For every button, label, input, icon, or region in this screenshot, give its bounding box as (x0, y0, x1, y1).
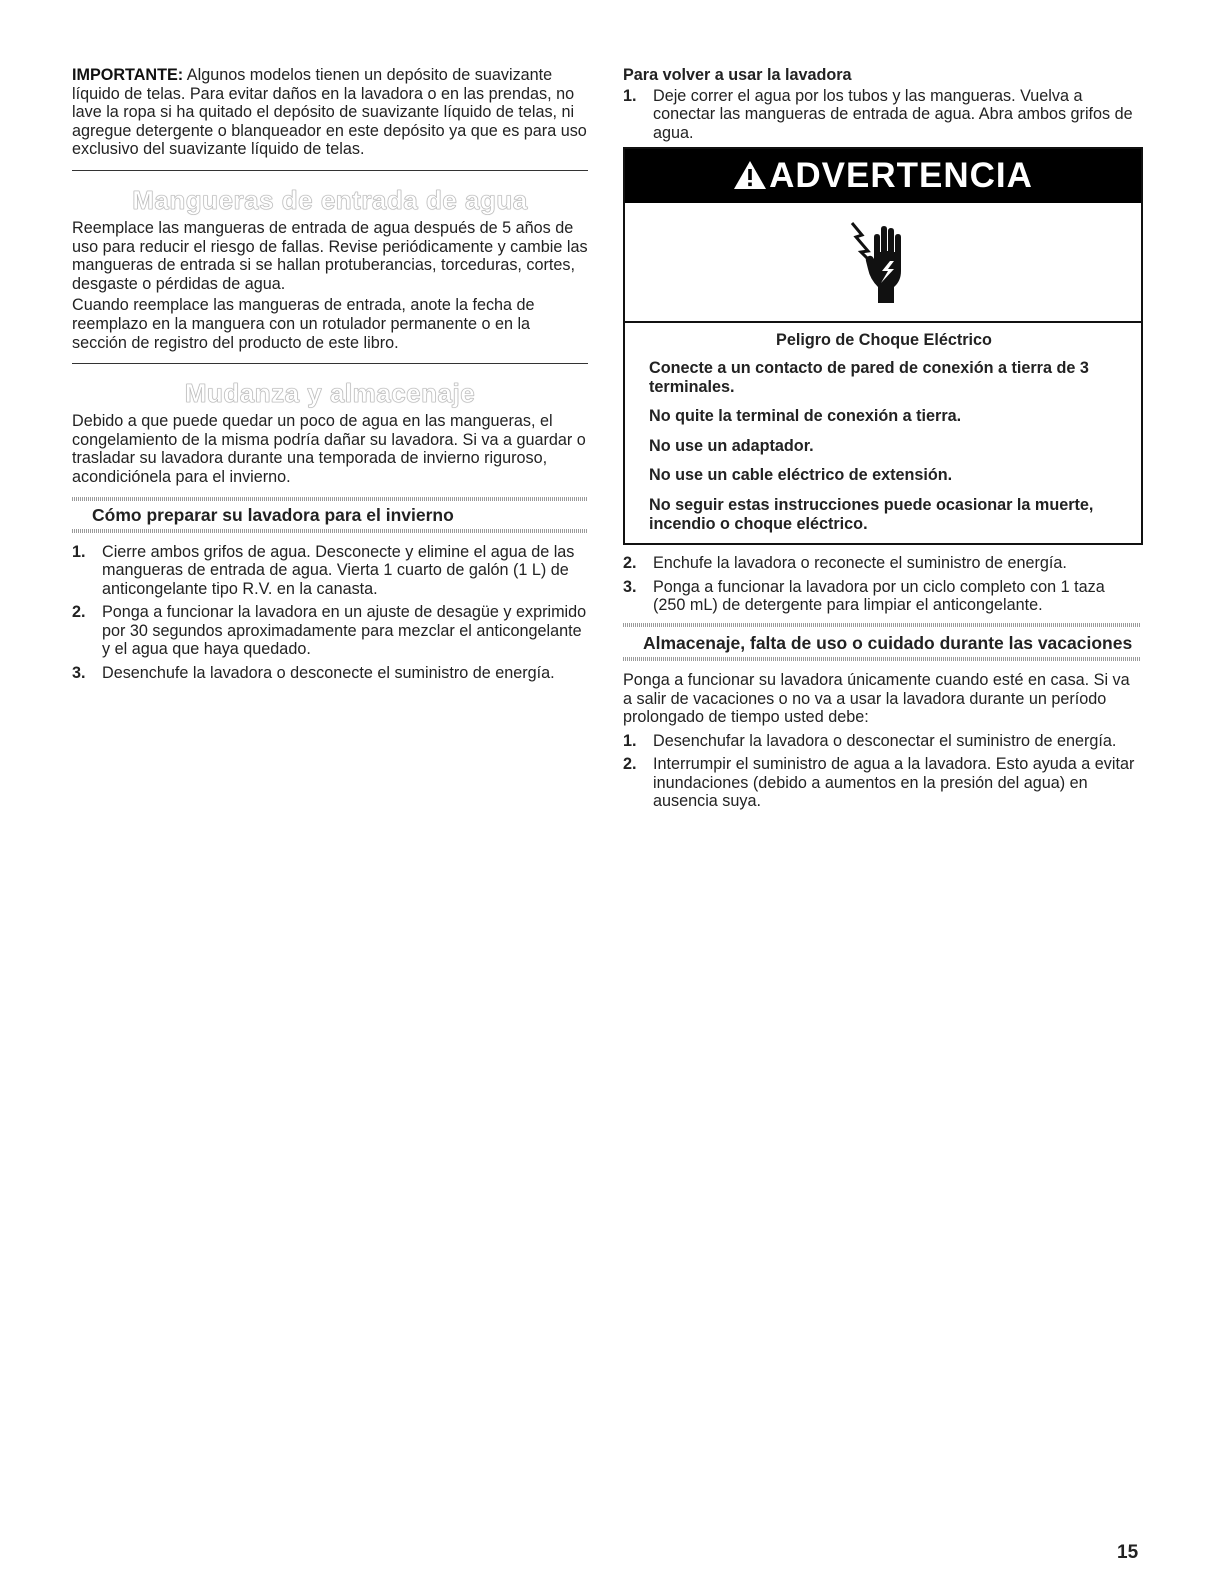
step-number: 1. (72, 542, 86, 561)
moving-paragraph: Debido a que puede quedar un poco de agua en las mangueras, el congelamiento de la misma podría dañar su lavadora. Si va a guardar o trasladar su lavadora durante una temporada de invierno riguroso, acondiciónela para el invierno. (72, 412, 586, 486)
step-text: Enchufe la lavadora o reconecte el suministro de energía. (653, 554, 1067, 573)
moving-section-title: Mudanza y almacenaje (184, 378, 476, 409)
list-item (623, 732, 1141, 751)
winterize-subheading: Cómo preparar su lavadora para el invierno (92, 504, 454, 525)
hazard-title: Peligro de Choque Eléctrico (776, 331, 992, 350)
list-item (623, 755, 1141, 811)
storage-subheading: Almacenaje, falta de uso o cuidado durante las vacaciones (643, 632, 1133, 653)
dotted-divider (72, 529, 588, 533)
hoses-paragraph-1: Reemplace las mangueras de entrada de agua después de 5 años de uso para reducir el riesgo de fallas. Revise periódicamente y cambie las mangueras de entrada si se hallan protuberancias, torceduras, cortes, desgaste o pérdidas de agua. (72, 218, 588, 293)
warning-icon-area (625, 203, 1141, 323)
warning-line: No seguir estas instrucciones puede ocasionar la muerte, incendio o choque eléctrico. (649, 495, 1094, 533)
reuse-steps (623, 87, 1141, 143)
step-number: 2. (623, 554, 637, 573)
warning-line: Conecte a un contacto de pared de conexión a tierra de 3 terminales. (649, 358, 1089, 396)
step-number: 3. (72, 664, 86, 683)
step-number: 1. (623, 731, 637, 750)
section-divider (72, 363, 588, 364)
step-text: Desenchufe la lavadora o desconecte el suministro de energía. (102, 664, 555, 683)
electric-shock-hand-icon (848, 219, 918, 305)
warning-body (625, 323, 1141, 543)
step-text: Desenchufar la lavadora o desconectar el suministro de energía. (653, 731, 1117, 750)
important-label: IMPORTANTE: (72, 66, 184, 84)
step-text: Ponga a funcionar la lavadora en un ajuste de desagüe y exprimido por 30 segundos aproximadamente para mezclar el anticongelante y el agua que haya quedado. (102, 603, 587, 659)
left-column (72, 66, 588, 688)
warning-line: No quite la terminal de conexión a tierra. (649, 407, 962, 426)
warning-box (623, 147, 1143, 545)
step-number: 2. (623, 755, 637, 774)
storage-steps (623, 732, 1141, 811)
warning-header (625, 149, 1141, 203)
section-divider (72, 170, 588, 171)
dotted-divider (623, 657, 1141, 661)
step-text: Interrumpir el suministro de agua a la lavadora. Esto ayuda a evitar inundaciones (debido a aumentos en la presión del agua) en ausencia suya. (653, 755, 1135, 811)
warning-line: No use un cable eléctrico de extensión. (649, 466, 953, 485)
list-item (72, 543, 588, 599)
right-column (623, 66, 1141, 816)
step-text: Cierre ambos grifos de agua. Desconecte y elimine el agua de las mangueras de entrada de agua. Vierta 1 cuarto de galón (1 L) de anticongelante tipo R.V. en la canasta. (102, 542, 575, 598)
step-number: 1. (623, 86, 637, 105)
step-text: Ponga a funcionar la lavadora por un ciclo completo con 1 taza (250 mL) de detergente para limpiar el anticongelante. (653, 577, 1105, 615)
dotted-divider (72, 497, 588, 501)
important-note (72, 66, 588, 159)
step-text: Deje correr el agua por los tubos y las mangueras. Vuelva a conectar las mangueras de entrada de agua. Abra ambos grifos de agua. (653, 86, 1133, 142)
reuse-heading: Para volver a usar la lavadora (623, 66, 852, 84)
list-item (72, 664, 588, 683)
list-item (623, 554, 1141, 573)
step-number: 2. (72, 603, 86, 622)
list-item (623, 578, 1141, 615)
dotted-divider (623, 623, 1141, 627)
list-item (623, 87, 1141, 143)
warning-triangle-icon (733, 160, 767, 190)
winterize-steps (72, 543, 588, 683)
warning-header-text: ADVERTENCIA (769, 156, 1033, 196)
warning-line: No use un adaptador. (649, 436, 814, 455)
page-number: 15 (1117, 1542, 1139, 1563)
step-number: 3. (623, 577, 637, 596)
reuse-steps-continued (623, 554, 1141, 615)
storage-paragraph: Ponga a funcionar su lavadora únicamente cuando esté en casa. Si va a salir de vacaciones o no va a usar la lavadora durante un período prolongado de tiempo usted debe: (623, 670, 1130, 727)
list-item (72, 603, 588, 659)
hoses-section-title: Mangueras de entrada de agua (132, 184, 528, 215)
important-text: Algunos modelos tienen un depósito de suavizante líquido de telas. Para evitar daños en la lavadora o en las prendas, no lave la ropa si ha quitado el depósito de suavizante líquido de telas, ni agregue detergente o blanqueador en este depósito ya que es para uso exclusivo del suavizante líquido de telas. (72, 66, 587, 159)
hoses-paragraph-2: Cuando reemplace las mangueras de entrada, anote la fecha de reemplazo en la manguera con un rotulador permanente o en la sección de registro del producto de este libro. (72, 296, 535, 352)
